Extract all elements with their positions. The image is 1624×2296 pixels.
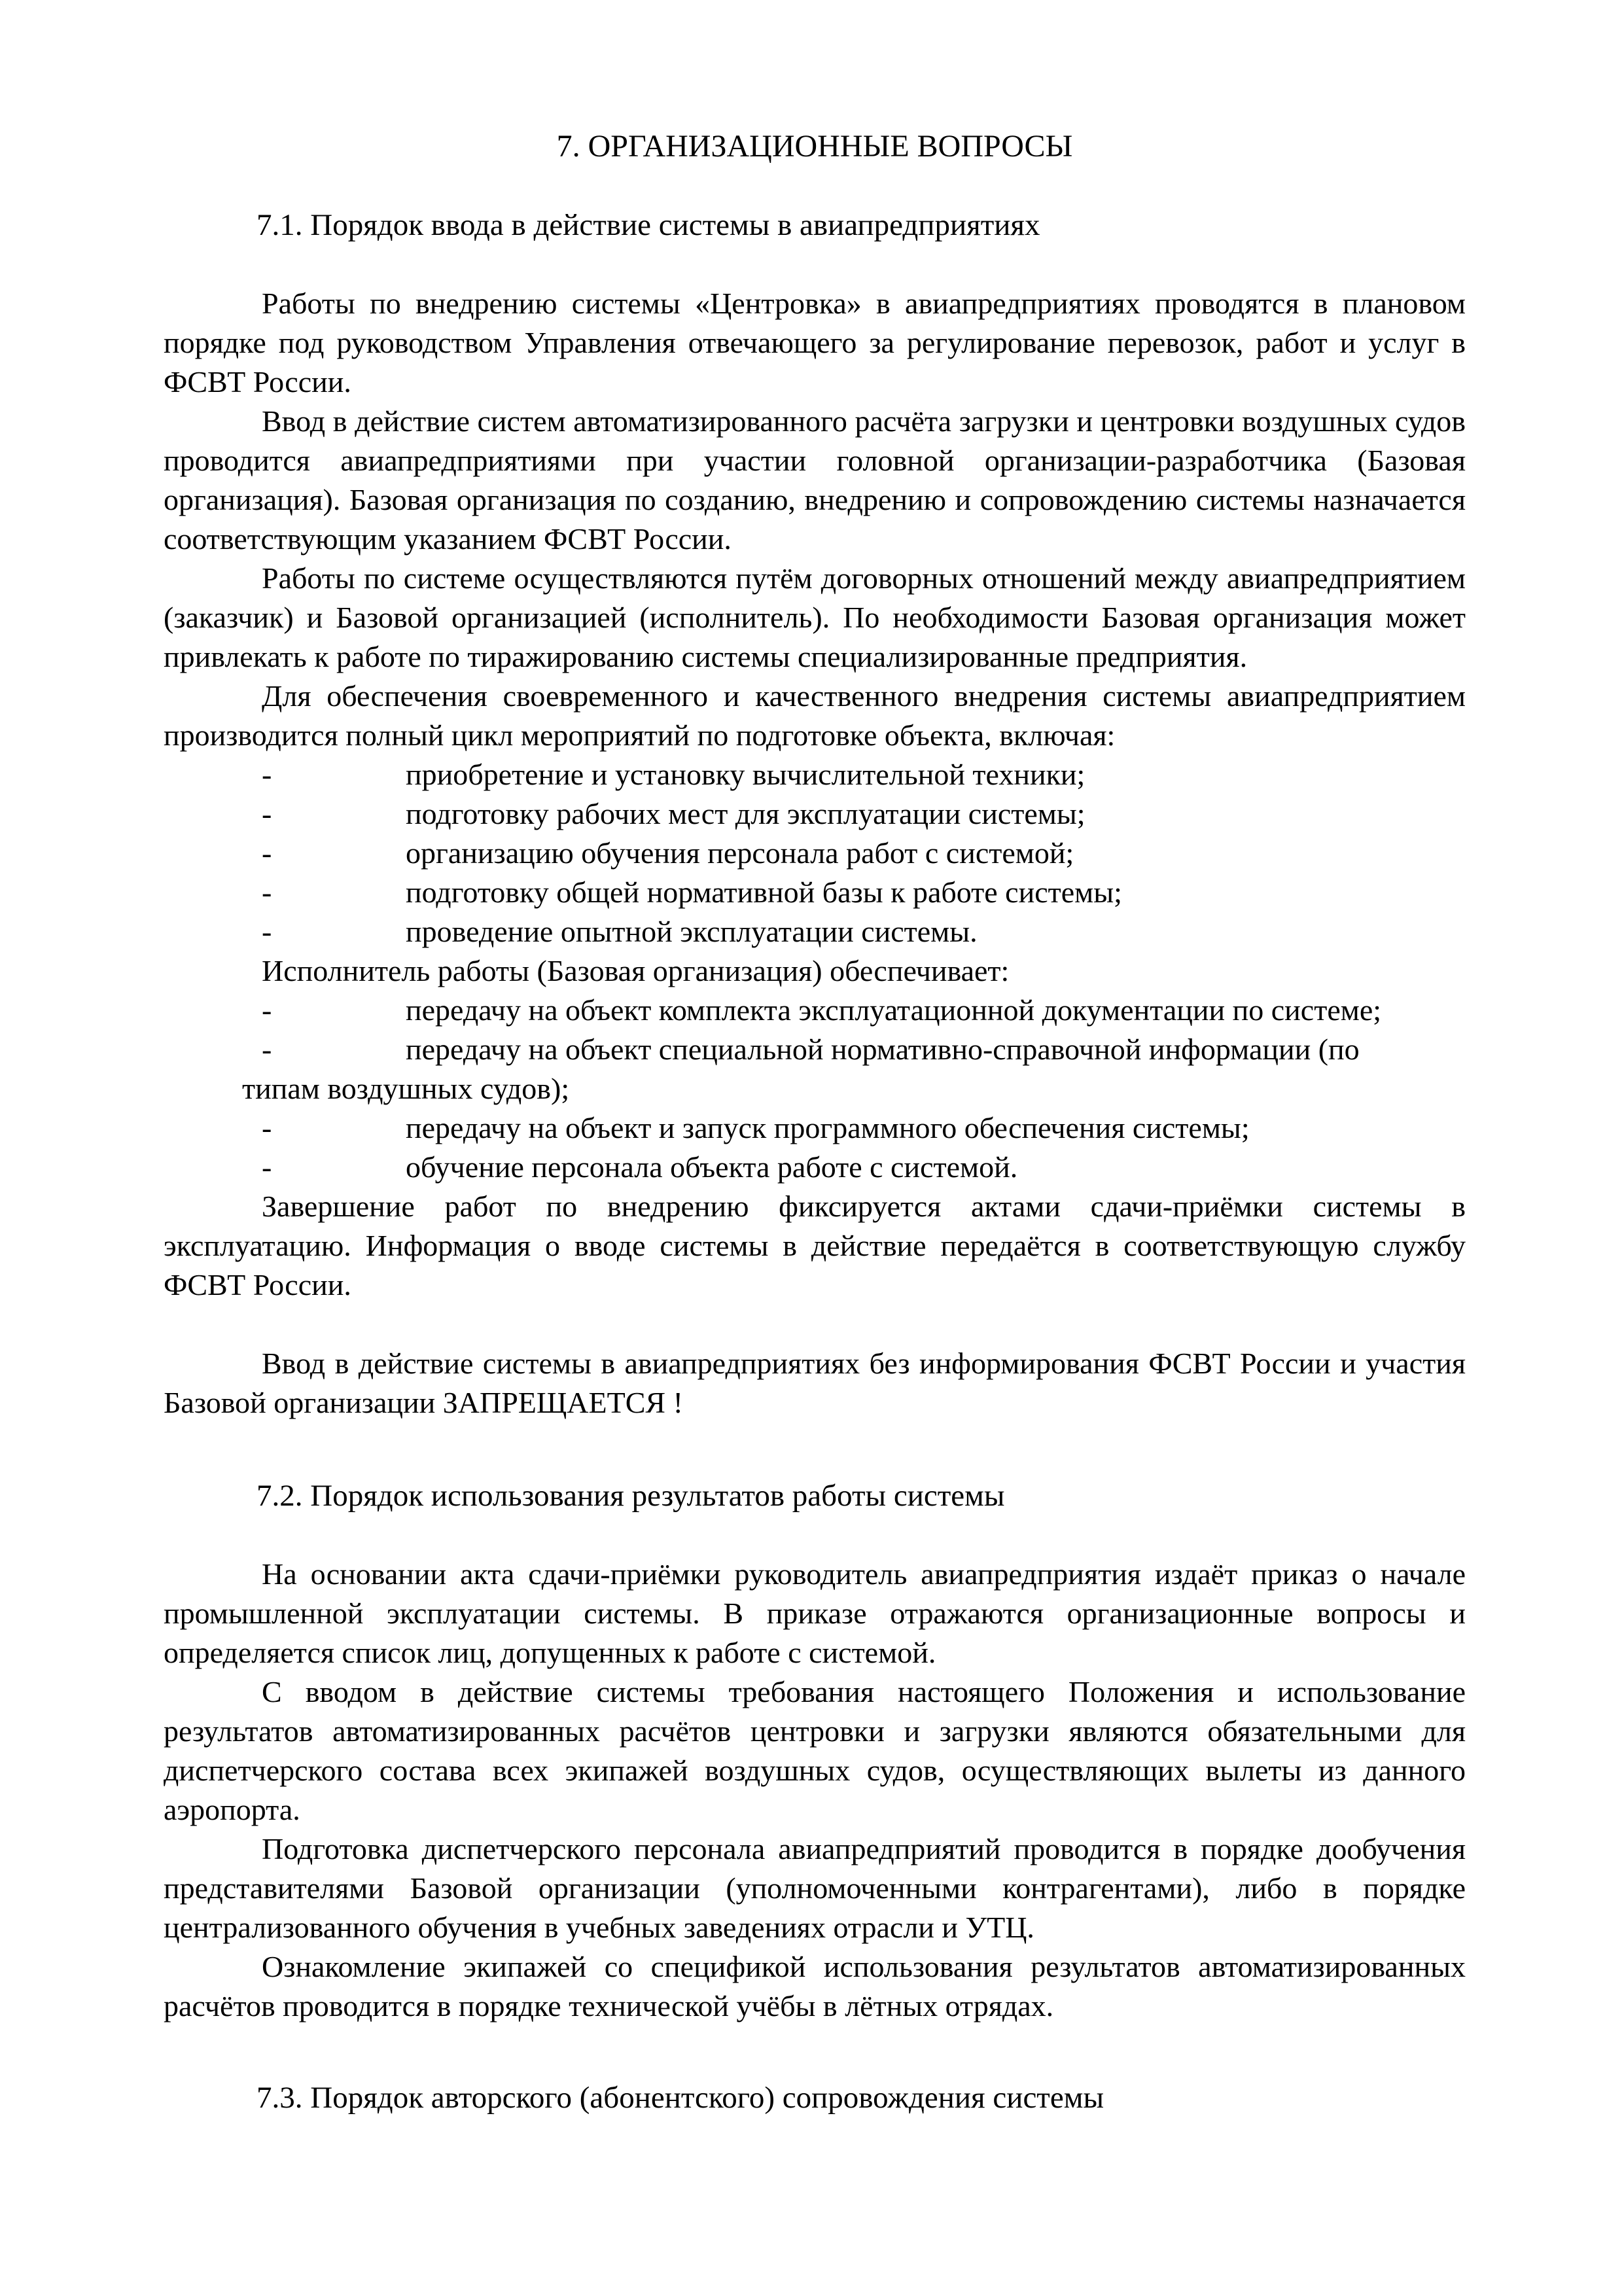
list-item-text: подготовку рабочих мест для эксплуатации системы; [406, 797, 1086, 830]
section-title: 7. ОРГАНИЗАЦИОННЫЕ ВОПРОСЫ [556, 129, 1073, 164]
list-item-text: приобретение и установку вычислительной техники; [406, 758, 1086, 791]
dash-bullet: - [262, 915, 272, 948]
subsection-title-7-3: 7.3. Порядок авторского (абонентского) сопровождения системы [256, 2081, 1104, 2115]
contractor-list [164, 991, 1466, 1187]
subsection-title-7-2: 7.2. Порядок использования результатов работы системы [256, 1479, 1005, 1513]
dash-bullet: - [262, 875, 272, 909]
list-item [164, 1030, 1466, 1108]
preparation-list [164, 755, 1466, 951]
paragraph: Ознакомление экипажей со спецификой использования результатов автоматизированных расчётов проводится в порядке технической учёбы в лётных отрядах. [164, 1950, 1466, 2022]
list-item [164, 1148, 1466, 1187]
list-item [164, 794, 1466, 834]
list-item [164, 912, 1466, 951]
list-item [164, 834, 1466, 873]
spacer [164, 1305, 1466, 1344]
warning-paragraph: Ввод в действие системы в авиапредприятиях без информирования ФСВТ России и участия Базовой организации ЗАПРЕЩАЕТСЯ ! [164, 1347, 1466, 1419]
paragraph: Подготовка диспетчерского персонала авиапредприятий проводится в порядке дообучения представителями Базовой организации (уполномоченными контрагентами), либо в порядке централизованного обучения в учебных заведениях отрасли и УТЦ. [164, 1832, 1466, 1944]
dash-bullet: - [262, 993, 272, 1027]
paragraph: Ввод в действие систем автоматизированного расчёта загрузки и центровки воздушных судов проводится авиапредприятиями при участии головной организации-разработчика (Базовая организация). Базовая организация по созданию, внедрению и сопровождению системы назначается соответствующим указанием ФСВТ России. [164, 404, 1466, 556]
dash-bullet: - [262, 1111, 272, 1144]
list-item-text: передачу на объект комплекта эксплуатационной документации по системе; [406, 993, 1382, 1027]
subsection-7-2-body [164, 1555, 1466, 2026]
list-item-text: проведение опытной эксплуатации системы. [406, 915, 978, 948]
paragraph: С вводом в действие системы требования настоящего Положения и использование результатов автоматизированных расчётов центровки и загрузки являются обязательными для диспетчерского состава всех экипажей воздушных судов, осуществляющих вылеты из данного аэропорта. [164, 1675, 1466, 1826]
list-item-text: организацию обучения персонала работ с системой; [406, 836, 1074, 870]
paragraph: Для обеспечения своевременного и качественного внедрения системы авиапредприятием производится полный цикл мероприятий по подготовке объекта, включая: [164, 679, 1466, 752]
dash-bullet: - [262, 1033, 272, 1066]
list-item [164, 755, 1466, 794]
list-item [164, 1108, 1466, 1148]
paragraph: Работы по внедрению системы «Центровка» в авиапредприятиях проводятся в плановом порядке под руководством Управления отвечающего за регулирование перевозок, работ и услуг в ФСВТ России. [164, 287, 1466, 398]
list-item-text: подготовку общей нормативной базы к работе системы; [406, 875, 1122, 909]
subsection-7-1-body [164, 284, 1466, 1422]
paragraph: Работы по системе осуществляются путём договорных отношений между авиапредприятием (заказчик) и Базовой организацией (исполнитель). По необходимости Базовая организация может привлекать к работе по тиражированию системы специализированные предприятия. [164, 561, 1466, 673]
subsection-title-7-1: 7.1. Порядок ввода в действие системы в авиапредприятиях [256, 208, 1040, 242]
list-item-continuation: типам воздушных судов); [242, 1072, 570, 1105]
paragraph: На основании акта сдачи-приёмки руководитель авиапредприятия издаёт приказ о начале промышленной эксплуатации системы. В приказе отражаются организационные вопросы и определяется список лиц, допущенных к работе с системой. [164, 1557, 1466, 1669]
paragraph: Исполнитель работы (Базовая организация) обеспечивает: [262, 954, 1010, 987]
dash-bullet: - [262, 758, 272, 791]
list-item-text: передачу на объект специальной нормативно-справочной информации (по [406, 1033, 1360, 1066]
dash-bullet: - [262, 1150, 272, 1184]
dash-bullet: - [262, 836, 272, 870]
list-item-text: передачу на объект и запуск программного обеспечения системы; [406, 1111, 1250, 1144]
list-item [164, 873, 1466, 912]
paragraph: Завершение работ по внедрению фиксируется актами сдачи-приёмки системы в эксплуатацию. Информация о вводе системы в действие передаётся в соответствующую службу ФСВТ России. [164, 1190, 1466, 1301]
list-item [164, 991, 1466, 1030]
list-item-text: обучение персонала объекта работе с системой. [406, 1150, 1018, 1184]
dash-bullet: - [262, 797, 272, 830]
